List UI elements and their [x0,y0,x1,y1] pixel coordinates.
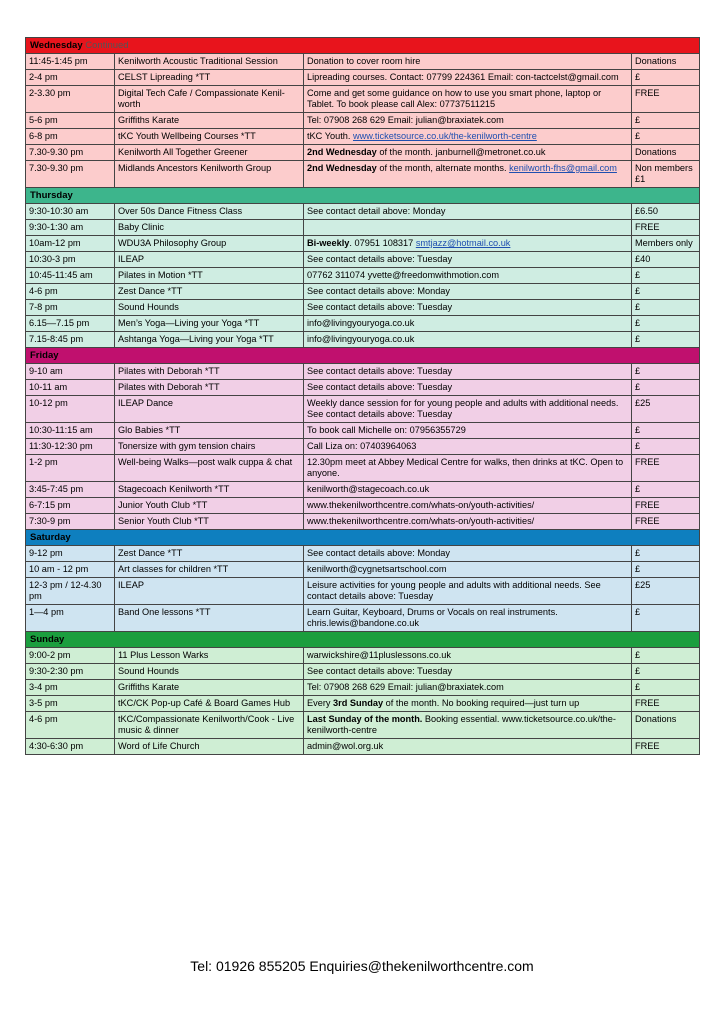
details-cell [304,284,632,300]
cost-cell: £ [632,482,700,498]
table-row [26,664,700,680]
cost-cell: £ [632,680,700,696]
table-row [26,129,700,145]
detail-text: See contact details above: Tuesday [307,382,453,392]
activity-cell: tKC Youth Wellbeing Courses *TT [115,129,304,145]
time-cell: 9:30-1:30 am [26,220,115,236]
time-cell: 1—4 pm [26,605,115,632]
table-row [26,236,700,252]
time-cell: 6.15—7.15 pm [26,316,115,332]
detail-text: See contact details above: Tuesday [307,366,453,376]
detail-text: Call Liza on: 07403964063 [307,441,417,451]
cost-cell: £ [632,423,700,439]
details-cell [304,316,632,332]
details-cell [304,439,632,455]
time-cell: 3:45-7:45 pm [26,482,115,498]
activity-cell: Zest Dance *TT [115,546,304,562]
time-cell: 9:30-10:30 am [26,204,115,220]
time-cell: 10-12 pm [26,396,115,423]
detail-text: Tel: 07908 268 629 Email: julian@braxiatek.com [307,115,504,125]
details-cell [304,252,632,268]
timetable-sheet [25,37,699,755]
table-row [26,252,700,268]
detail-text: See contact detail above: Monday [307,206,446,216]
activity-cell: Sound Hounds [115,664,304,680]
detail-text: Weekly dance session for for young people and adults with additional needs. See contact details above: Tuesday [307,398,619,419]
time-cell: 11:30-12:30 pm [26,439,115,455]
activity-cell: Ashtanga Yoga—Living your Yoga *TT [115,332,304,348]
cost-cell: FREE [632,220,700,236]
cost-cell: FREE [632,498,700,514]
table-row [26,86,700,113]
table-row [26,364,700,380]
detail-text: of the month. No booking required—just turn up [383,698,580,708]
table-row [26,562,700,578]
table-row [26,396,700,423]
detail-text: of the month. janburnell@metronet.co.uk [376,147,546,157]
detail-text: 3rd Sunday [333,698,384,708]
details-cell [304,204,632,220]
cost-cell: £25 [632,578,700,605]
detail-text: warwickshire@11pluslessons.co.uk [307,650,451,660]
activity-cell: Word of Life Church [115,739,304,755]
detail-text: Every [307,698,334,708]
activity-cell: Glo Babies *TT [115,423,304,439]
table-row [26,605,700,632]
detail-text: . 07951 108317 [349,238,416,248]
day-header-wednesday [26,38,700,54]
activity-cell: Junior Youth Club *TT [115,498,304,514]
activity-cell: WDU3A Philosophy Group [115,236,304,252]
activity-cell: ILEAP Dance [115,396,304,423]
cost-cell: £ [632,284,700,300]
details-cell [304,70,632,86]
details-cell [304,364,632,380]
cost-cell: £ [632,113,700,129]
day-title: Saturday [30,532,71,543]
table-row [26,300,700,316]
cost-cell: £ [632,648,700,664]
details-cell [304,514,632,530]
time-cell: 10:30-3 pm [26,252,115,268]
cost-cell: £ [632,380,700,396]
table-row [26,220,700,236]
detail-text: of the month, alternate months. [376,163,510,173]
table-row [26,680,700,696]
cost-cell: FREE [632,696,700,712]
details-cell [304,161,632,188]
detail-text: 12.30pm meet at Abbey Medical Centre for walks, then drinks at tKC. Open to anyone. [307,457,624,478]
details-cell [304,546,632,562]
detail-text: Booking essential. www.ticketsource.co.uk/the-kenilworth-centre [307,714,616,735]
time-cell: 9-12 pm [26,546,115,562]
time-cell: 10am-12 pm [26,236,115,252]
activity-cell: Griffiths Karate [115,113,304,129]
cost-cell: £ [632,300,700,316]
day-title: Friday [30,350,59,361]
detail-text: kenilworth@cygnetsartschool.com [307,564,447,574]
cost-cell: £ [632,562,700,578]
activity-cell: Tonersize with gym tension chairs [115,439,304,455]
detail-text: Leisure activities for young people and adults with additional needs. See contact details above: Tuesday [307,580,601,601]
detail-link[interactable]: smtjazz@hotmail.co.uk [415,238,511,248]
table-row [26,145,700,161]
detail-text: tKC Youth. [307,131,353,141]
cost-cell: Members only [632,236,700,252]
table-row [26,284,700,300]
day-header-sunday [26,632,700,648]
cost-cell: £25 [632,396,700,423]
details-cell [304,648,632,664]
time-cell: 9-10 am [26,364,115,380]
details-cell [304,578,632,605]
detail-text: Last Sunday of the month. [307,714,423,724]
details-cell [304,605,632,632]
time-cell: 2-4 pm [26,70,115,86]
detail-text: info@livingyouryoga.co.uk [307,318,415,328]
time-cell: 3-4 pm [26,680,115,696]
detail-link[interactable]: kenilworth-fhs@gmail.com [509,163,617,173]
cost-cell: Non members £1 [632,161,700,188]
details-cell [304,236,632,252]
details-cell [304,423,632,439]
detail-text: admin@wol.org.uk [307,741,384,751]
table-row [26,161,700,188]
table-row [26,316,700,332]
details-cell [304,664,632,680]
cost-cell: £6.50 [632,204,700,220]
activity-cell: tKC/CK Pop-up Café & Board Games Hub [115,696,304,712]
details-cell [304,696,632,712]
details-cell [304,680,632,696]
detail-text: Tel: 07908 268 629 Email: julian@braxiatek.com [307,682,504,692]
cost-cell: FREE [632,739,700,755]
cost-cell: £ [632,439,700,455]
time-cell: 12-3 pm / 12-4.30 pm [26,578,115,605]
time-cell: 5-6 pm [26,113,115,129]
activity-cell: Griffiths Karate [115,680,304,696]
details-cell [304,455,632,482]
details-cell [304,482,632,498]
detail-text: See contact details above: Monday [307,286,451,296]
detail-text: Come and get some guidance on how to use you smart phone, laptop or Tablet. To book please call Alex: 07737511215 [307,88,602,109]
activity-cell: Kenilworth Acoustic Traditional Session [115,54,304,70]
activity-cell: Art classes for children *TT [115,562,304,578]
details-cell [304,145,632,161]
cost-cell: £ [632,605,700,632]
cost-cell: Donations [632,145,700,161]
time-cell: 11:45-1:45 pm [26,54,115,70]
detail-text: info@livingyouryoga.co.uk [307,334,415,344]
time-cell: 10:45-11:45 am [26,268,115,284]
details-cell [304,380,632,396]
time-cell: 7.30-9.30 pm [26,145,115,161]
time-cell: 9:00-2 pm [26,648,115,664]
details-cell [304,129,632,145]
time-cell: 7.15-8:45 pm [26,332,115,348]
table-row [26,482,700,498]
table-row [26,648,700,664]
time-cell: 2-3.30 pm [26,86,115,113]
table-row [26,696,700,712]
footer-contact: Tel: 01926 855205 Enquiries@thekenilworthcentre.com [190,958,534,974]
detail-text: www.thekenilworthcentre.com/whats-on/youth-activities/ [307,516,535,526]
activity-cell: Midlands Ancestors Kenilworth Group [115,161,304,188]
table-row [26,498,700,514]
cost-cell: £ [632,546,700,562]
table-row [26,712,700,739]
activity-cell: Pilates in Motion *TT [115,268,304,284]
cost-cell: Donations [632,54,700,70]
activity-cell: Baby Clinic [115,220,304,236]
table-row [26,546,700,562]
activity-cell: 11 Plus Lesson Warks [115,648,304,664]
time-cell: 7-8 pm [26,300,115,316]
details-cell [304,220,632,236]
detail-text: To book call Michelle on: 07956355729 [307,425,466,435]
time-cell: 10 am - 12 pm [26,562,115,578]
details-cell [304,300,632,316]
details-cell [304,268,632,284]
day-header-saturday [26,530,700,546]
activity-cell: Pilates with Deborah *TT [115,364,304,380]
detail-text: See contact details above: Monday [307,548,451,558]
table-row [26,514,700,530]
timetable-body [26,38,700,755]
details-cell [304,54,632,70]
time-cell: 7.30-9.30 pm [26,161,115,188]
detail-text: 07762 311074 yvette@freedomwithmotion.com [307,270,499,280]
detail-text: See contact details above: Tuesday [307,666,453,676]
cost-cell: £ [632,664,700,680]
table-row [26,423,700,439]
table-row [26,204,700,220]
time-cell: 9:30-2:30 pm [26,664,115,680]
detail-text: www.thekenilworthcentre.com/whats-on/youth-activities/ [307,500,535,510]
detail-text: See contact details above: Tuesday [307,302,453,312]
activity-cell: Band One lessons *TT [115,605,304,632]
time-cell: 6-8 pm [26,129,115,145]
day-header-thursday [26,188,700,204]
day-title: Sunday [30,634,65,645]
detail-text: See contact details above: Tuesday [307,254,453,264]
time-cell: 3-5 pm [26,696,115,712]
day-title: Thursday [30,190,73,201]
activity-cell: Well-being Walks—post walk cuppa & chat [115,455,304,482]
activity-cell: Zest Dance *TT [115,284,304,300]
details-cell [304,562,632,578]
time-cell: 1-2 pm [26,455,115,482]
details-cell [304,86,632,113]
activity-cell: ILEAP [115,252,304,268]
table-row [26,380,700,396]
cost-cell: £ [632,316,700,332]
time-cell: 4-6 pm [26,284,115,300]
cost-cell: £ [632,70,700,86]
cost-cell: Donations [632,712,700,739]
activity-cell: Stagecoach Kenilworth *TT [115,482,304,498]
cost-cell: £40 [632,252,700,268]
table-row [26,54,700,70]
day-title: Wednesday [30,40,83,51]
details-cell [304,498,632,514]
activity-cell: Over 50s Dance Fitness Class [115,204,304,220]
activity-cell: CELST Lipreading *TT [115,70,304,86]
table-row [26,455,700,482]
details-cell [304,712,632,739]
details-cell [304,113,632,129]
activity-cell: Men’s Yoga—Living your Yoga *TT [115,316,304,332]
table-row [26,578,700,605]
detail-text: Donation to cover room hire [307,56,421,66]
table-row [26,739,700,755]
cost-cell: FREE [632,514,700,530]
detail-text: 2nd Wednesday [307,163,377,173]
time-cell: 10:30-11:15 am [26,423,115,439]
detail-text: Learn Guitar, Keyboard, Drums or Vocals on real instruments. chris.lewis@bandone.co.uk [307,607,558,628]
details-cell [304,332,632,348]
day-header-friday [26,348,700,364]
activity-cell: Digital Tech Cafe / Compassionate Kenil-worth [115,86,304,113]
cost-cell: £ [632,129,700,145]
details-cell [304,396,632,423]
activity-cell: Senior Youth Club *TT [115,514,304,530]
cost-cell: £ [632,364,700,380]
detail-text: Lipreading courses. Contact: 07799 224361 Email: con-tactcelst@gmail.com [307,72,619,82]
time-cell: 7:30-9 pm [26,514,115,530]
time-cell: 10-11 am [26,380,115,396]
activity-cell: Kenilworth All Together Greener [115,145,304,161]
time-cell: 4-6 pm [26,712,115,739]
detail-text: kenilworth@stagecoach.co.uk [307,484,430,494]
day-title-suffix: Continued [85,40,129,51]
time-cell: 6-7:15 pm [26,498,115,514]
activity-cell: tKC/Compassionate Kenilworth/Cook - Live music & dinner [115,712,304,739]
time-cell: 4:30-6:30 pm [26,739,115,755]
table-row [26,70,700,86]
cost-cell: FREE [632,455,700,482]
cost-cell: FREE [632,86,700,113]
table-row [26,332,700,348]
cost-cell: £ [632,332,700,348]
activity-cell: Sound Hounds [115,300,304,316]
timetable [25,37,700,755]
detail-text: Bi-weekly [307,238,350,248]
activity-cell: Pilates with Deborah *TT [115,380,304,396]
detail-link[interactable]: www.ticketsource.co.uk/the-kenilworth-centre [352,131,537,141]
activity-cell: ILEAP [115,578,304,605]
cost-cell: £ [632,268,700,284]
table-row [26,439,700,455]
table-row [26,268,700,284]
table-row [26,113,700,129]
detail-text: 2nd Wednesday [307,147,377,157]
details-cell [304,739,632,755]
